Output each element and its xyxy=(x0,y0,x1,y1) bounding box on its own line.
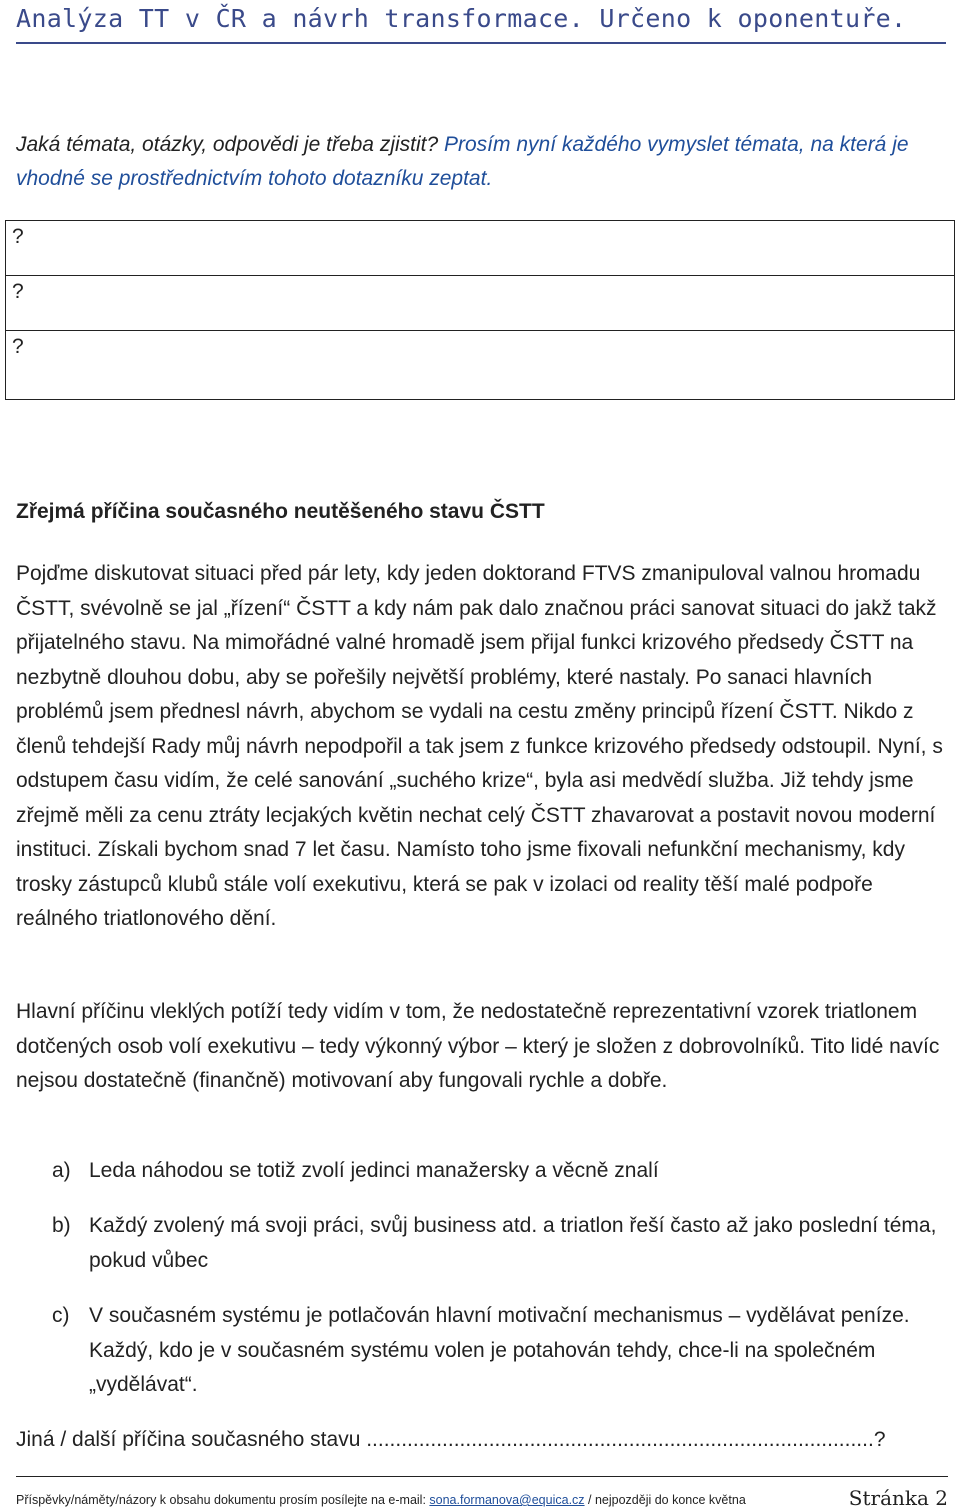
paragraph-history: Pojďme diskutovat situaci před pár lety, kdy jeden doktorand FTVS zmanipuloval valnou hromadu ČSTT, svévolně se jal „řízení“ ČSTT a kdy nám pak dalo značnou práci sanovat situaci do jakž takž přijatelného stavu. Na mimořádné valné hromadě jsem přijal funkci krizového předsedy ČSTT na nezbytně dlouhou dobu, aby se pořešily největší problémy, které nastaly. Po sanaci hlavních problémů jsem přednesl návrh, abychom se vydali na cestu změny principů řízení ČSTT. Nikdo z členů tehdejší Rady můj návrh nepodpořil a tak jsem z funkce krizového předsedy odstoupil. Nyní, s odstupem času vidím, že celé sanování „suchého krize“, byla asi medvědí služba. Již tehdy jsme zřejmě měli za cenu ztráty lecjakých květin nechat celý ČSTT zhavarovat a postavit novou moderní instituci. Získali bychom snad 7 let času. Namísto toho jsme fixovali nefunkční mechanismy, kdy trosky zástupců klubů stále volí exekutivu, která se pak v izolaci od reality těší malé podpoře reálného triatlonového dění. xyxy=(16,562,943,930)
footer-note-suffix: / nejpozději do konce května xyxy=(584,1493,746,1507)
other-cause-field[interactable] xyxy=(16,1428,946,1452)
question-row xyxy=(6,331,955,400)
question-row xyxy=(6,276,955,331)
other-cause-dots: ....................................................................................... xyxy=(366,1428,874,1451)
paragraph-main-cause: Hlavní příčinu vleklých potíží tedy vidím v tom, že nedostatečně reprezentativní vzorek triatlonem dotčených osob volí exekutivu – tedy výkonný výbor – který je složen z dobrovolníků. Tito lidé navíc nejsou dostatečně (finančně) motivovaní aby fungovali rychle a dobře. xyxy=(16,1000,940,1092)
list-item xyxy=(52,1299,942,1403)
intro-text xyxy=(16,128,946,196)
page-number: Stránka 2 xyxy=(848,1486,948,1510)
page-header xyxy=(16,4,946,44)
header-title: Analýza TT v ČR a návrh transformace. Určeno k oponentuře. xyxy=(16,4,907,33)
list-item-text: Každý zvolený má svoji práci, svůj business atd. a triatlon řeší často až jako poslední téma, pokud vůbec xyxy=(89,1214,937,1272)
question-row xyxy=(6,221,955,276)
intro-question: Jaká témata, otázky, odpovědi je třeba zjistit? xyxy=(16,133,439,156)
footer-note xyxy=(16,1493,746,1507)
header-divider xyxy=(16,42,946,44)
question-cell-3[interactable]: ? xyxy=(6,331,955,400)
questions-table xyxy=(5,220,955,400)
section-title: Zřejmá příčina současného neutěšeného stavu ČSTT xyxy=(16,500,545,523)
list-item xyxy=(52,1154,942,1189)
list-marker: a) xyxy=(52,1159,71,1182)
footer-divider xyxy=(16,1476,948,1477)
other-cause-end: ? xyxy=(873,1428,886,1451)
list-item-text: V současném systému je potlačován hlavní motivační mechanismus – vydělávat peníze. Každý, kdo je v současném systému volen je potahován tehdy, chce-li na společném „vydělávat“. xyxy=(89,1304,910,1396)
page-footer xyxy=(16,1486,948,1512)
question-cell-2[interactable]: ? xyxy=(6,276,955,331)
question-cell-1[interactable]: ? xyxy=(6,221,955,276)
intro-request: Prosím nyní každého vymyslet témata, na která je vhodné se prostřednictvím tohoto dotazníku zeptat. xyxy=(16,133,909,190)
list-item-text: Leda náhodou se totiž zvolí jedinci manažersky a věcně znalí xyxy=(89,1159,659,1182)
list-marker: c) xyxy=(52,1304,70,1327)
list-item xyxy=(52,1209,942,1278)
footer-note-prefix: Příspěvky/náměty/názory k obsahu dokumentu prosím posílejte na e-mail: xyxy=(16,1493,430,1507)
list-marker: b) xyxy=(52,1214,71,1237)
footer-email-link[interactable]: sona.formanova@equica.cz xyxy=(429,1493,585,1507)
other-cause-label: Jiná / další příčina současného stavu xyxy=(16,1428,367,1451)
